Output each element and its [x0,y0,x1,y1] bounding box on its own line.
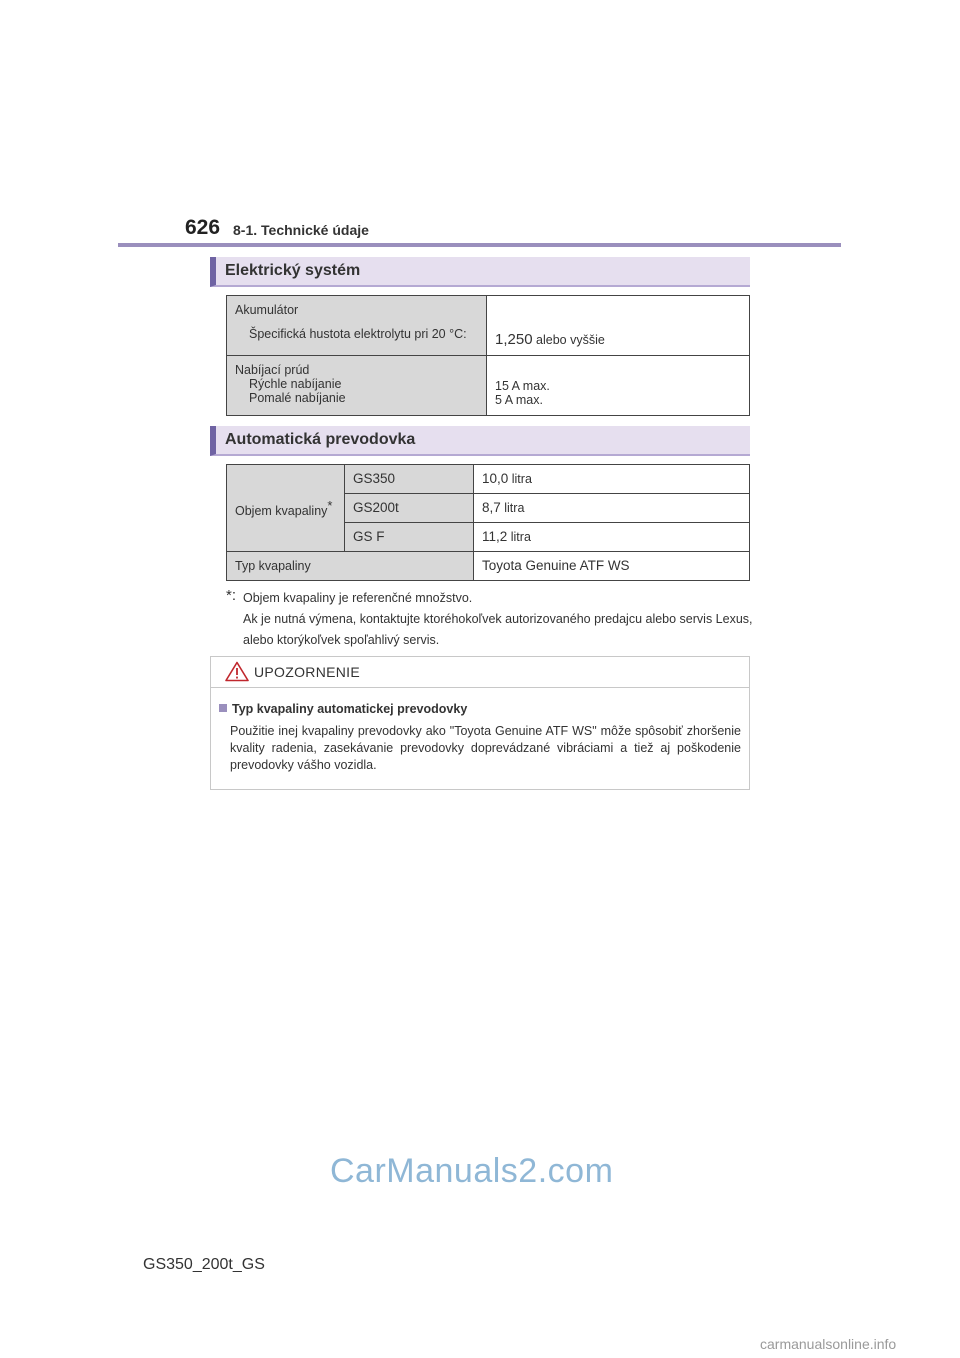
capacity-label-cell [227,465,345,552]
footnote [226,588,756,651]
fluid-type-value: Toyota Genuine ATF WS [482,558,630,573]
footnote-mark: *: [226,587,237,604]
charging-label-cell [227,356,487,416]
gravity-value-cell [487,296,750,356]
capacity-value: 11,2 [482,529,508,544]
model-cell [345,465,474,494]
fluid-type-value-cell [474,552,750,581]
bullet-square-icon [219,704,227,712]
transmission-section-title: Automatická prevodovka [225,431,416,448]
fast-charge-label: Rýchle nabíjanie [249,377,342,391]
warning-header [211,657,749,688]
watermark-logo: CarManuals2.com [330,1152,614,1190]
gravity-value: 1,250 [495,331,533,348]
capacity-unit: litra [507,530,531,544]
capacity-value: 8,7 [482,500,501,515]
warning-triangle-icon [225,661,249,682]
warning-body: Použitie inej kvapaliny prevodovky ako "Toyota Genuine ATF WS" môže spôsobiť zhoršenie kvality radenia, zasekávanie prevodovky doprevádzané vibráciami a tiež aj poškodenie prevodovky vášho vozidla. [230,724,741,772]
slow-charge-label: Pomalé nabíjanie [249,391,346,405]
fluid-type-label: Typ kvapaliny [235,559,311,573]
capacity-label: Objem kvapaliny [235,504,328,519]
transmission-section-band [210,426,750,456]
gravity-label: Špecifická hustota elektrolytu pri 20 °C: [249,327,467,341]
table-row [227,552,750,581]
page-number: 626 [185,216,221,239]
table-row [227,465,750,494]
table-row [227,356,750,416]
transmission-table [226,464,750,581]
battery-label-cell [227,296,487,356]
capacity-asterisk: * [327,497,333,513]
model-cell [345,523,474,552]
table-row [227,296,750,356]
model-name: GS350 [353,471,396,486]
fluid-type-label-cell [227,552,474,581]
footnote-line-1: Objem kvapaliny je referenčné množstvo. [243,591,473,605]
model-name: GS F [353,529,385,544]
header-rule [118,243,841,247]
footnote-line-2: Ak je nutná výmena, kontaktujte ktoréhokoľvek autorizovaného predajcu alebo servis Lexus, alebo ktorýkoľvek spoľahlivý servis. [243,612,753,647]
warning-title: UPOZORNENIE [254,664,360,680]
capacity-value-cell [474,494,750,523]
capacity-unit: litra [500,501,525,515]
battery-label: Akumulátor [235,303,299,317]
charging-label: Nabíjací prúd [235,363,310,377]
site-link[interactable]: carmanualsonline.info [760,1336,897,1352]
capacity-unit: litra [508,472,532,486]
warning-subheading [219,702,467,716]
footer-model-code: GS350_200t_GS [143,1256,265,1273]
model-cell [345,494,474,523]
section-heading: 8-1. Technické údaje [233,222,369,238]
electrical-section-title: Elektrický systém [225,262,361,279]
fast-charge-value: 15 A max. [495,379,550,393]
capacity-value-cell [474,465,750,494]
capacity-value-cell [474,523,750,552]
gravity-suffix: alebo vyššie [532,333,605,347]
slow-charge-value: 5 A max. [495,393,543,407]
warning-box [210,656,750,790]
electrical-table [226,295,750,416]
charging-value-cell [487,356,750,416]
capacity-value: 10,0 [482,471,509,486]
electrical-section-band [210,257,750,287]
warning-subheading-text: Typ kvapaliny automatickej prevodovky [232,702,468,716]
model-name: GS200t [353,500,399,515]
